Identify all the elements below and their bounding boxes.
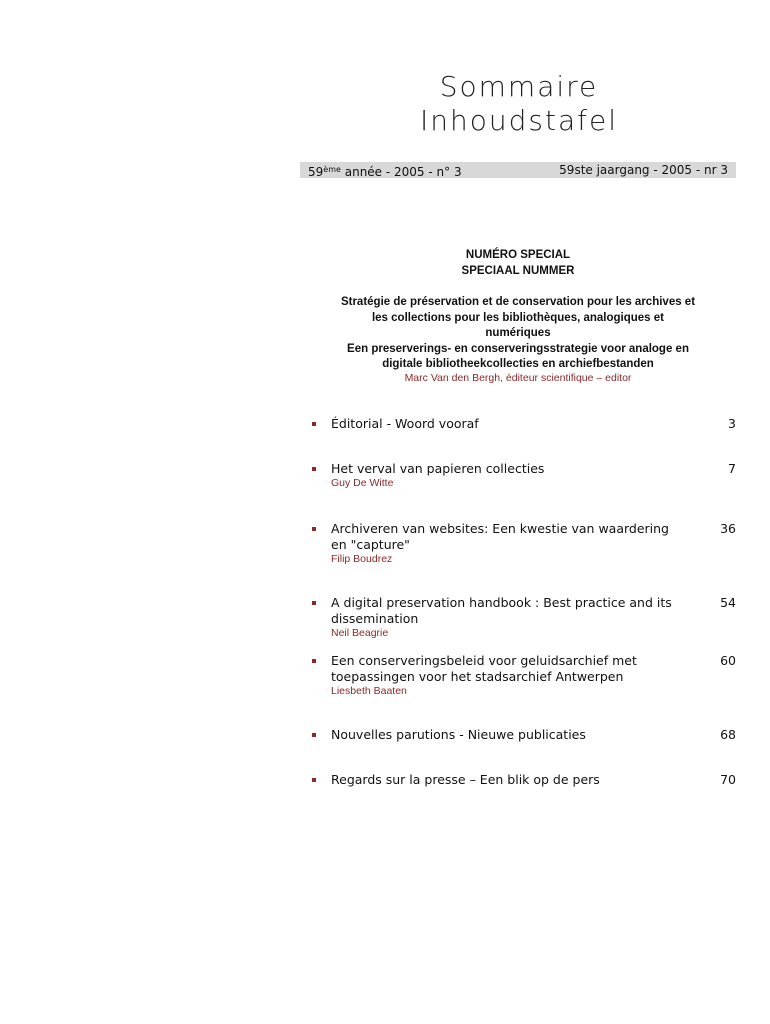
special-issue-nl: SPECIAAL NUMMER [461,265,575,277]
toc-entry-text [331,772,676,788]
toc-entry-author: Liesbeth Baaten [331,685,407,697]
issue-french-sup: ème [323,165,341,174]
issue-french [308,162,462,180]
toc-entry-author: Filip Boudrez [331,553,393,565]
toc-entry-text [331,416,676,432]
strategy-heading [300,295,736,373]
strategy-line: numériques [485,327,551,339]
toc-entry-author: Neil Beagrie [331,627,389,639]
strategy-line: digitale bibliotheekcollecties en archiefbestanden [382,358,654,370]
toc-entry-page: 54 [720,595,736,610]
bullet-icon [312,659,316,663]
title-sommaire: Sommaire [439,70,599,103]
toc-entry-text [331,653,676,698]
issue-bar [300,162,736,178]
toc-entry-page: 70 [720,772,736,787]
toc-entry-title: Nouvelles parutions - Nieuwe publicaties [331,727,586,742]
toc-entry-title: A digital preservation handbook : Best practice and its dissemination [331,595,672,626]
toc-entry-text [331,595,676,640]
special-issue-fr: NUMÉRO SPECIAL [465,249,571,261]
strategy-line: Een preserverings- en conserveringsstrategie voor analoge en [347,342,689,355]
toc-entry-page: 68 [720,727,736,742]
toc-entry-text [331,521,676,566]
bullet-icon [312,422,316,426]
issue-dutch: 59ste jaargang - 2005 - nr 3 [559,163,728,177]
toc-entry-page: 3 [728,416,736,431]
toc-entry-page: 7 [728,461,736,476]
strategy-line: les collections pour les bibliothèques, analogiques et [371,311,665,324]
toc-entry-page: 60 [720,653,736,668]
toc-entry-title: Éditorial - Woord vooraf [331,416,479,431]
issue-french-number: 59 [308,165,324,179]
toc-entry-title: Een conserveringsbeleid voor geluidsarchief met toepassingen voor het stadsarchief Antwerpen [331,653,637,684]
bullet-icon [312,467,316,471]
title-inhoudstafel: Inhoudstafel [420,104,618,137]
bullet-icon [312,527,316,531]
toc-entry-text [331,727,676,743]
toc-entry-title: Regards sur la presse – Een blik op de pers [331,772,600,787]
toc-entry-title: Het verval van papieren collecties [331,461,545,476]
strategy-line: Stratégie de préservation et de conservation pour les archives et [340,296,696,308]
bullet-icon [312,778,316,782]
bullet-icon [312,601,316,605]
toc-entry-title: Archiveren van websites: Een kwestie van waardering en "capture" [331,521,669,552]
toc-entry-text [331,461,676,490]
toc-entry-page: 36 [720,521,736,536]
toc-entry-author: Guy De Witte [331,477,394,489]
bullet-icon [312,733,316,737]
issue-french-rest: année - 2005 - n° 3 [340,165,462,179]
editor-credit: Marc Van den Bergh, éditeur scientifique – editor [404,372,632,384]
